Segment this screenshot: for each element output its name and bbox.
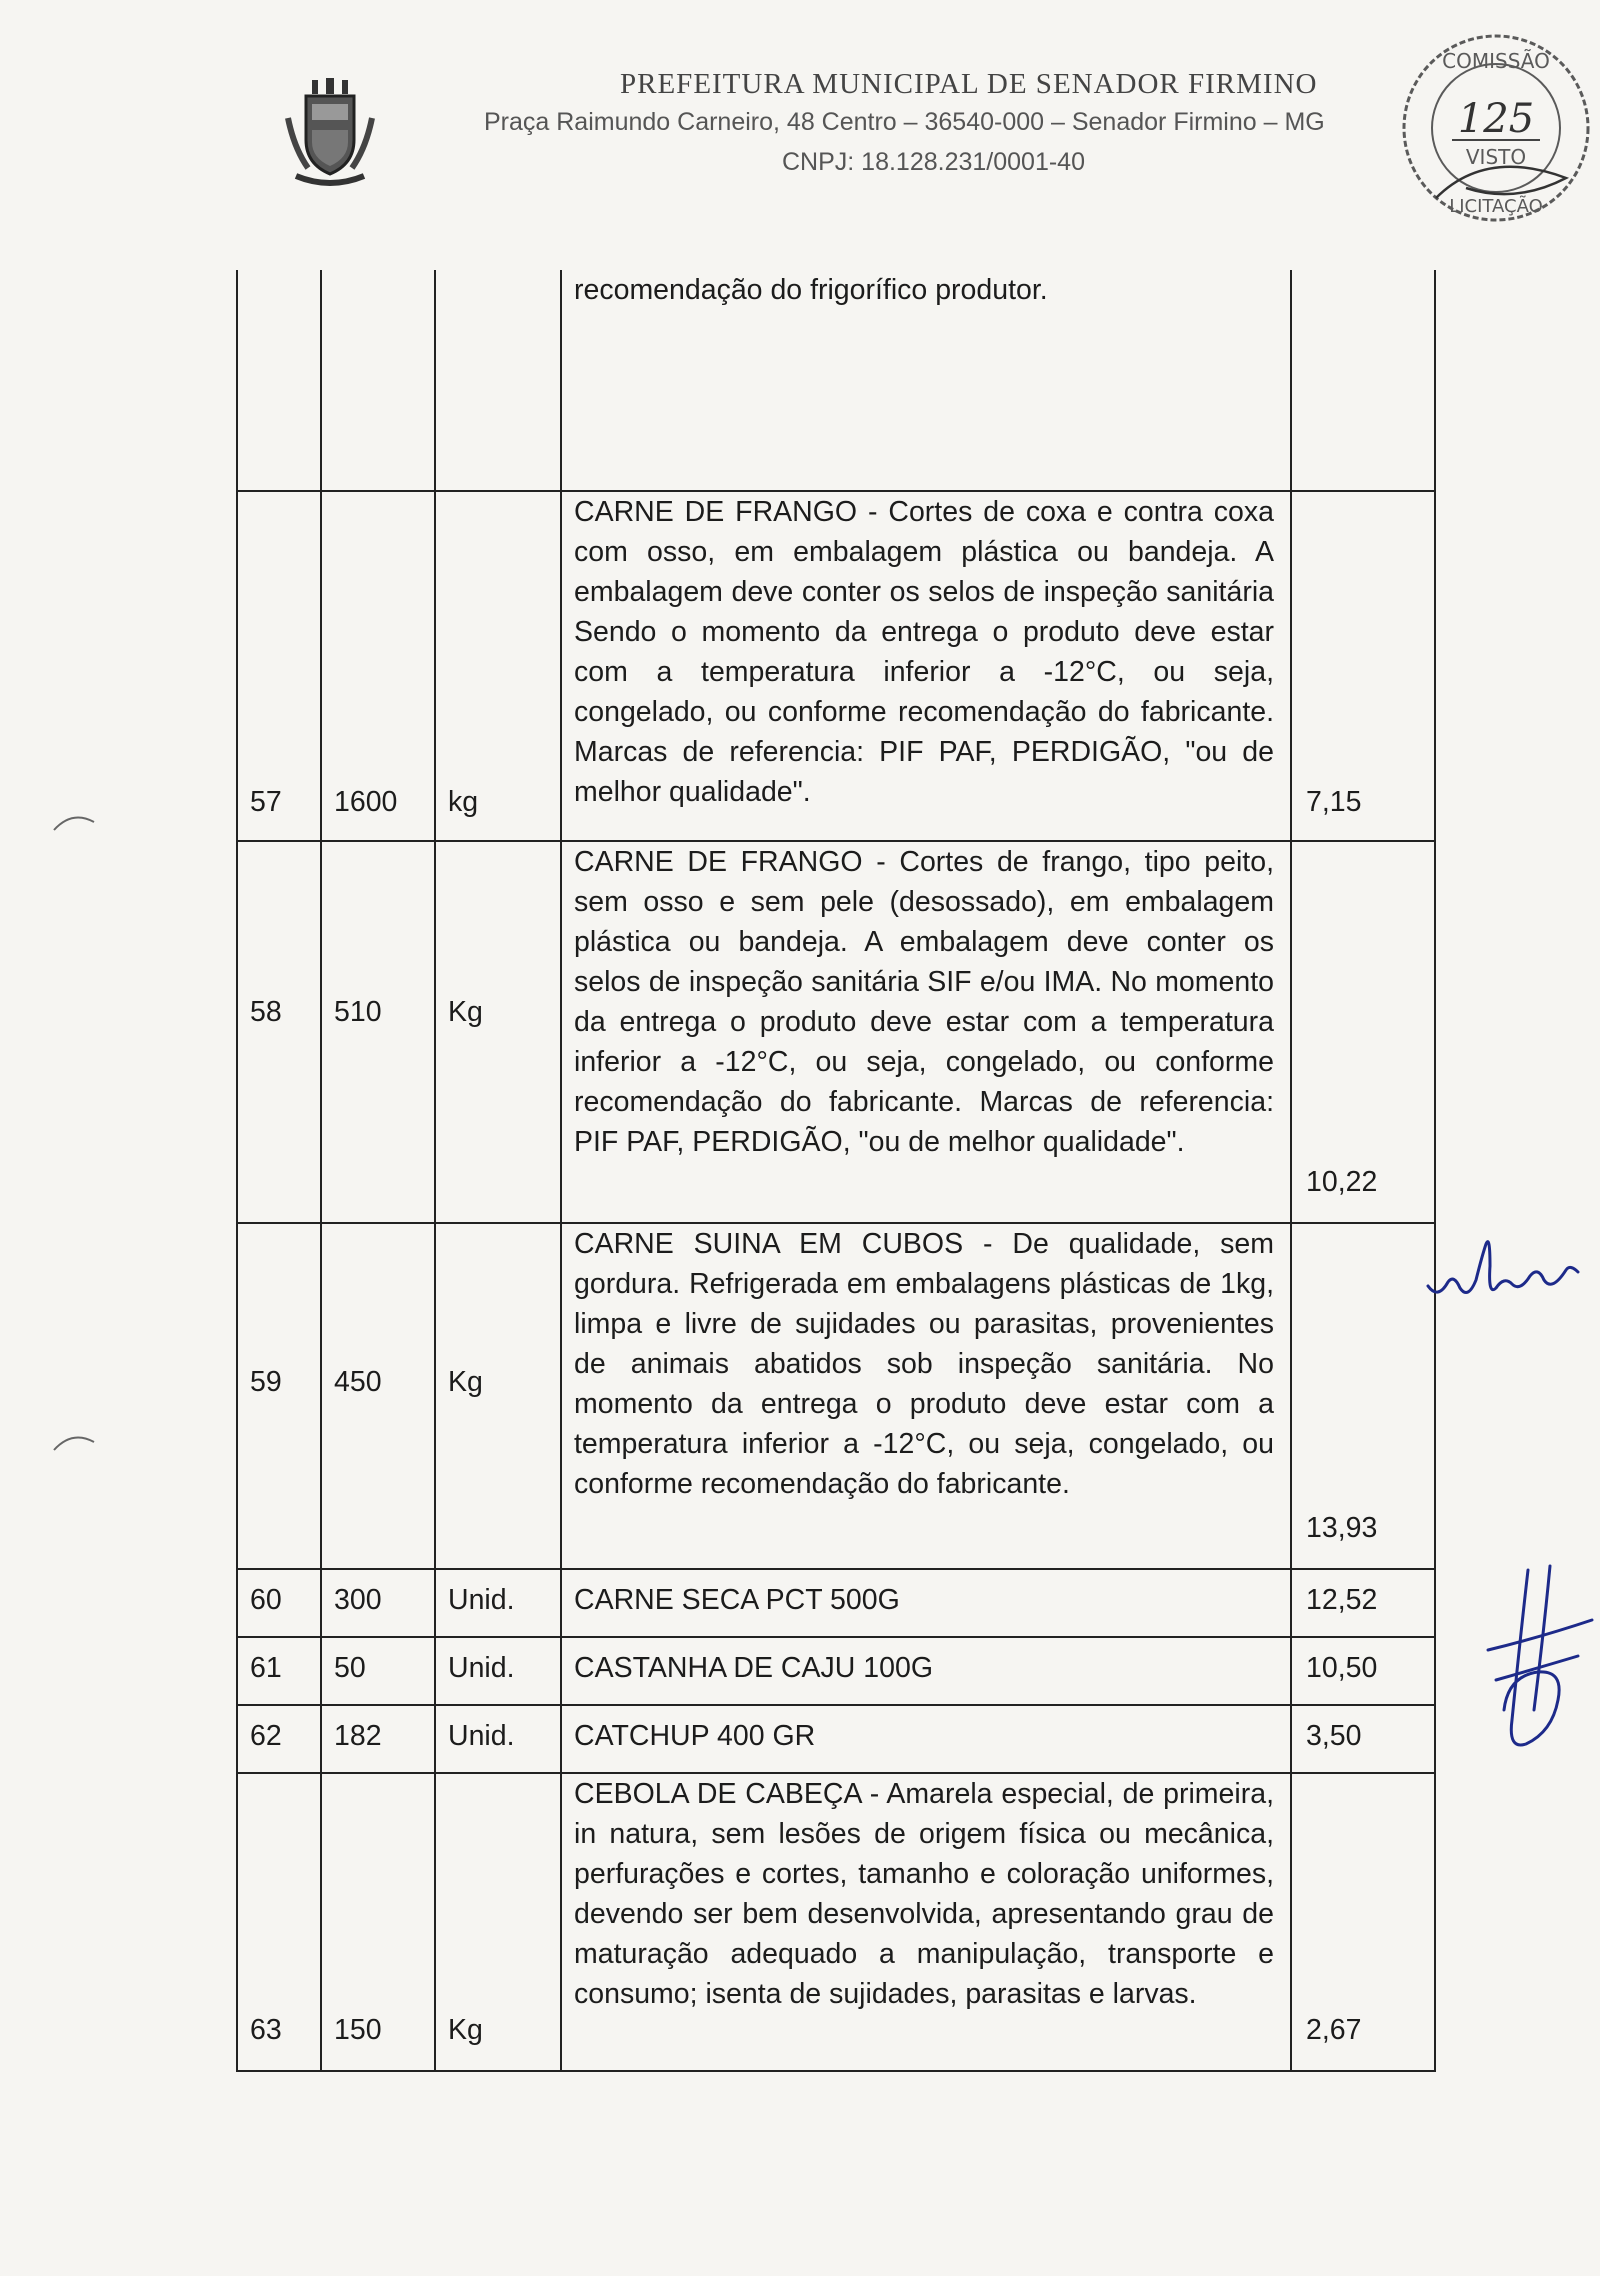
item-quantity: 150 [334, 2014, 382, 2046]
item-number: 57 [250, 786, 282, 818]
seal-bottom-text: LICITAÇÃO [1449, 196, 1543, 217]
item-unit: Kg [448, 2014, 483, 2046]
item-quantity: 300 [334, 1584, 382, 1616]
municipal-crest-icon [282, 78, 378, 188]
commission-seal-stamp [1396, 28, 1596, 228]
item-description: CARNE DE FRANGO - Cortes de frango, tipo peito, sem osso e sem pele (desossado), em embalagem plástica ou bandeja. A embalagem deve conter os selos de inspeção sanitária SIF e/ou IMA. No momento da entrega o produto deve estar com a temperatura inferior a -12°C, ou seja, congelado, ou conforme recomendação do fabricante. Marcas de referencia: PIF PAF, PERDIGÃO, "ou de melhor qualidade". [574, 846, 1274, 1158]
item-unit: Kg [448, 1366, 483, 1398]
item-price: 12,52 [1306, 1584, 1378, 1616]
letterhead [0, 0, 1600, 240]
seal-middle-text: VISTO [1465, 145, 1527, 169]
item-quantity: 50 [334, 1652, 366, 1684]
item-number: 60 [250, 1584, 282, 1616]
handwritten-signature [1420, 1226, 1590, 1316]
item-quantity: 510 [334, 996, 382, 1028]
margin-tick-mark [50, 1420, 110, 1460]
item-number: 58 [250, 996, 282, 1028]
item-description: CARNE SUINA EM CUBOS - De qualidade, sem gordura. Refrigerada em embalagens plásticas de 1kg, limpa e livre de sujidades ou parasitas, provenientes de animais abatidos sob inspeção sanitária. No momento da entrega o produto deve estar com a temperatura inferior a -12°C, ou seja, congelado, ou conforme recomendação do fabricante. [574, 1228, 1274, 1500]
item-quantity: 450 [334, 1366, 382, 1398]
item-number: 63 [250, 2014, 282, 2046]
seal-number: 125 [1457, 96, 1535, 142]
item-unit: Unid. [448, 1720, 515, 1752]
item-number: 59 [250, 1366, 282, 1398]
item-quantity: 1600 [334, 786, 398, 818]
seal-top-text: COMISSÃO [1442, 49, 1550, 73]
item-description: CARNE DE FRANGO - Cortes de coxa e contra coxa com osso, em embalagem plástica ou bandeja. A embalagem deve conter os selos de inspeção sanitária Sendo o momento da entrega o produto deve estar com a temperatura inferior a -12°C, ou seja, congelado, ou conforme recomendação do fabricante. Marcas de referencia: PIF PAF, PERDIGÃO, "ou de melhor qualidade". [574, 496, 1274, 808]
handwritten-initials [1468, 1560, 1598, 1760]
item-price: 3,50 [1306, 1720, 1362, 1752]
margin-tick-mark [50, 800, 110, 840]
item-price: 10,50 [1306, 1652, 1378, 1684]
item-unit: kg [448, 786, 479, 818]
item-number: 61 [250, 1652, 282, 1684]
header-address: Praça Raimundo Carneiro, 48 Centro – 36540-000 – Senador Firmino – MG [484, 108, 1325, 136]
item-description: CEBOLA DE CABEÇA - Amarela especial, de primeira, in natura, sem lesões de origem física ou mecânica, perfurações e cortes, tamanho e coloração uniformes, devendo ser bem desenvolvida, apresentando grau de maturação adequado a manipulação, transporte e consumo; isenta de sujidades, parasitas e larvas. [574, 1778, 1274, 2010]
item-description: CATCHUP 400 GR [574, 1720, 816, 1752]
continuation-text: recomendação do frigorífico produtor. [574, 274, 1048, 306]
item-price: 10,22 [1306, 1166, 1378, 1198]
item-price: 7,15 [1306, 786, 1362, 818]
item-unit: Kg [448, 996, 483, 1028]
item-unit: Unid. [448, 1584, 515, 1616]
item-price: 13,93 [1306, 1512, 1378, 1544]
item-description: CARNE SECA PCT 500G [574, 1584, 900, 1616]
item-unit: Unid. [448, 1652, 515, 1684]
item-quantity: 182 [334, 1720, 382, 1752]
item-price: 2,67 [1306, 2014, 1362, 2046]
header-title: PREFEITURA MUNICIPAL DE SENADOR FIRMINO [620, 68, 1318, 100]
item-description: CASTANHA DE CAJU 100G [574, 1652, 933, 1684]
item-number: 62 [250, 1720, 282, 1752]
header-cnpj: CNPJ: 18.128.231/0001-40 [782, 148, 1085, 176]
items-table [236, 270, 1436, 2120]
